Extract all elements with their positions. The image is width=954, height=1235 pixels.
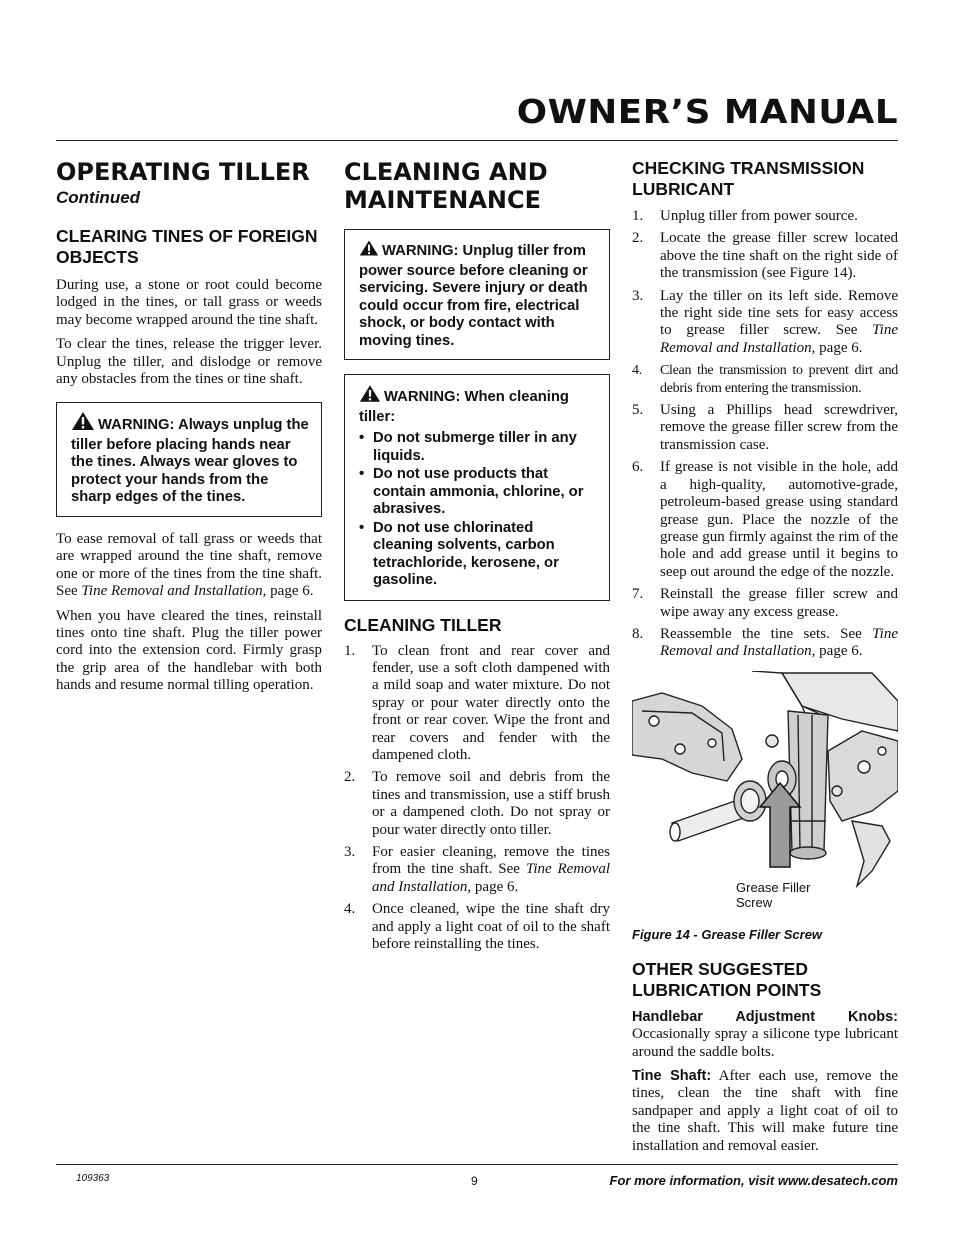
subheading-cleaning-tiller: CLEANING TILLER xyxy=(344,614,502,635)
subheading-clearing-tines: CLEARING TINES OF FOREIGN OBJECTS xyxy=(56,226,318,267)
lead-in: Tine Shaft: xyxy=(632,1067,712,1084)
warning-icon xyxy=(359,239,379,263)
section-subtitle: Continued xyxy=(56,188,141,207)
warning-item: • Do not submerge tiller in any liquids. xyxy=(359,430,597,465)
figure-callout: Grease Filler Screw xyxy=(736,879,811,910)
list-item: 3. For easier cleaning, remove the tines from the tine shaft. See Tine Removal and Installation, page 6. xyxy=(344,843,611,895)
subheading-checking-transmission: CHECKING TRANSMISSION LUBRICANT xyxy=(632,158,865,199)
figure-caption: Figure 14 - Grease Filler Screw xyxy=(632,926,823,942)
warning-item: • Do not use chlorinated cleaning solvents, carbon tetrachloride, kerosene, or gasoline. xyxy=(359,520,597,590)
list-item: 4. Clean the transmission to prevent dirt and debris from entering the transmission. xyxy=(632,363,898,396)
manual-title: OWNER’S MANUAL xyxy=(516,92,898,131)
paragraph: To clear the tines, release the trigger lever. Unplug the tiller, and dislodge or remove any obstacles from the tines or tine shaft. xyxy=(56,336,322,388)
warning-icon xyxy=(359,384,381,409)
section-title: OPERATING TILLER xyxy=(56,158,310,186)
paragraph: Tine Shaft: After each use, remove the tines, clean the tine shaft with fine sandpaper and apply a light coat of oil to the tine shaft. This will make future tine installation and removal easier. xyxy=(632,1067,898,1154)
warning-text: WARNING: Unplug tiller from power source before cleaning or servicing. Severe injury or death could occur from fire, electrical shock, or body contact with moving tines. xyxy=(359,243,588,349)
subheading-other-lubrication: OTHER SUGGESTED LUBRICATION POINTS xyxy=(632,958,822,1000)
list-item: 2. Locate the grease filler screw located above the tine shaft on the right side of the transmission (see Figure 14). xyxy=(632,230,898,282)
lead-in: Handlebar Adjustment Knobs: xyxy=(632,1008,898,1025)
warning-item: • Do not use products that contain ammonia, chlorine, or abrasives. xyxy=(359,466,597,519)
section-title: CLEANING AND MAINTENANCE xyxy=(344,158,548,214)
list-item: 1. Unplug tiller from power source. xyxy=(632,208,858,224)
paragraph: During use, a stone or root could become lodged in the tines, or tall grass or weeds may become wrapped around the tine shaft. xyxy=(56,277,322,328)
list-item: 1. To clean front and rear cover and fender, use a soft cloth dampened with a mild soap and water mixture. Do not spray or pour water directly onto the front or rear cover. Wipe the front and rear covers and fender with the dampened cloth. xyxy=(344,642,610,763)
list-item: 3. Lay the tiller on its left side. Remove the right side tine sets for easy access to grease filler screw. See Tine Removal and Installation, page 6. xyxy=(632,287,899,356)
footer-rule xyxy=(56,1164,898,1165)
cross-reference: Tine Removal and Installation, xyxy=(660,322,899,356)
warning-text: WARNING: Always unplug the tiller before placing hands near the tines. Always wear gloves to protect your hands from the sharp edges of the tines. xyxy=(71,417,309,506)
warning-text: WARNING: When cleaning tiller: xyxy=(359,389,569,425)
list-item: 5. Using a Phillips head screwdriver, remove the grease filler screw from the transmission case. xyxy=(632,402,898,453)
list-item: 8. Reassemble the tine sets. See Tine Removal and Installation, page 6. xyxy=(632,625,898,660)
paragraph: When you have cleared the tines, reinstall tines onto tine shaft. Plug the tiller power cord into the extension cord. Firmly grasp the grip area of the handlebar with both hands and resume normal tilling operation. xyxy=(56,607,322,694)
header-rule xyxy=(56,140,898,141)
paragraph: To ease removal of tall grass or weeds that are wrapped around the tine shaft, remove one or more of the tines from the tine shaft. See Tine Removal and Installation, page 6. xyxy=(56,530,322,600)
paragraph: Handlebar Adjustment Knobs: Occasionally spray a silicone type lubricant around the saddle bolts. xyxy=(632,1008,898,1060)
column-operating-tiller xyxy=(56,158,322,702)
list-item: 2. To remove soil and debris from the tines and transmission, use a stiff brush or a dampened cloth. Do not spray or pour water directly onto tiller. xyxy=(344,769,610,838)
page-number: 9 xyxy=(471,1174,478,1188)
figure-grease-filler-screw xyxy=(632,671,898,921)
list-item: 7. Reinstall the grease filler screw and wipe away any excess grease. xyxy=(632,586,898,620)
warning-box xyxy=(56,402,322,517)
warning-icon xyxy=(71,411,95,437)
cross-reference: Tine Removal and Installation, xyxy=(372,861,611,895)
column-cleaning-maintenance xyxy=(344,158,610,958)
transmission-steps xyxy=(632,208,898,661)
warning-box-unplug xyxy=(344,229,610,360)
cross-reference: Tine Removal and Installation, xyxy=(81,583,267,600)
list-item: 4. Once cleaned, wipe the tine shaft dry and apply a light coat of oil to the shaft before reinstalling the tines. xyxy=(344,901,610,952)
document-number: 109363 xyxy=(76,1173,110,1184)
footer-info: For more information, visit www.desatech.com xyxy=(609,1173,898,1188)
column-transmission-lubricant xyxy=(632,158,898,1162)
cleaning-steps xyxy=(344,643,610,954)
cross-reference: Tine Removal and Installation, xyxy=(660,625,898,660)
warning-list xyxy=(359,430,597,590)
warning-box-cleaning xyxy=(344,374,610,601)
list-item: 6. If grease is not visible in the hole, add a high-quality, automotive-grade, petroleum-based grease using standard grease gun. Place the nozzle of the grease gun firmly against the rim of the hole and add grease until it begins to seep out around the edge of the nozzle. xyxy=(632,459,898,580)
